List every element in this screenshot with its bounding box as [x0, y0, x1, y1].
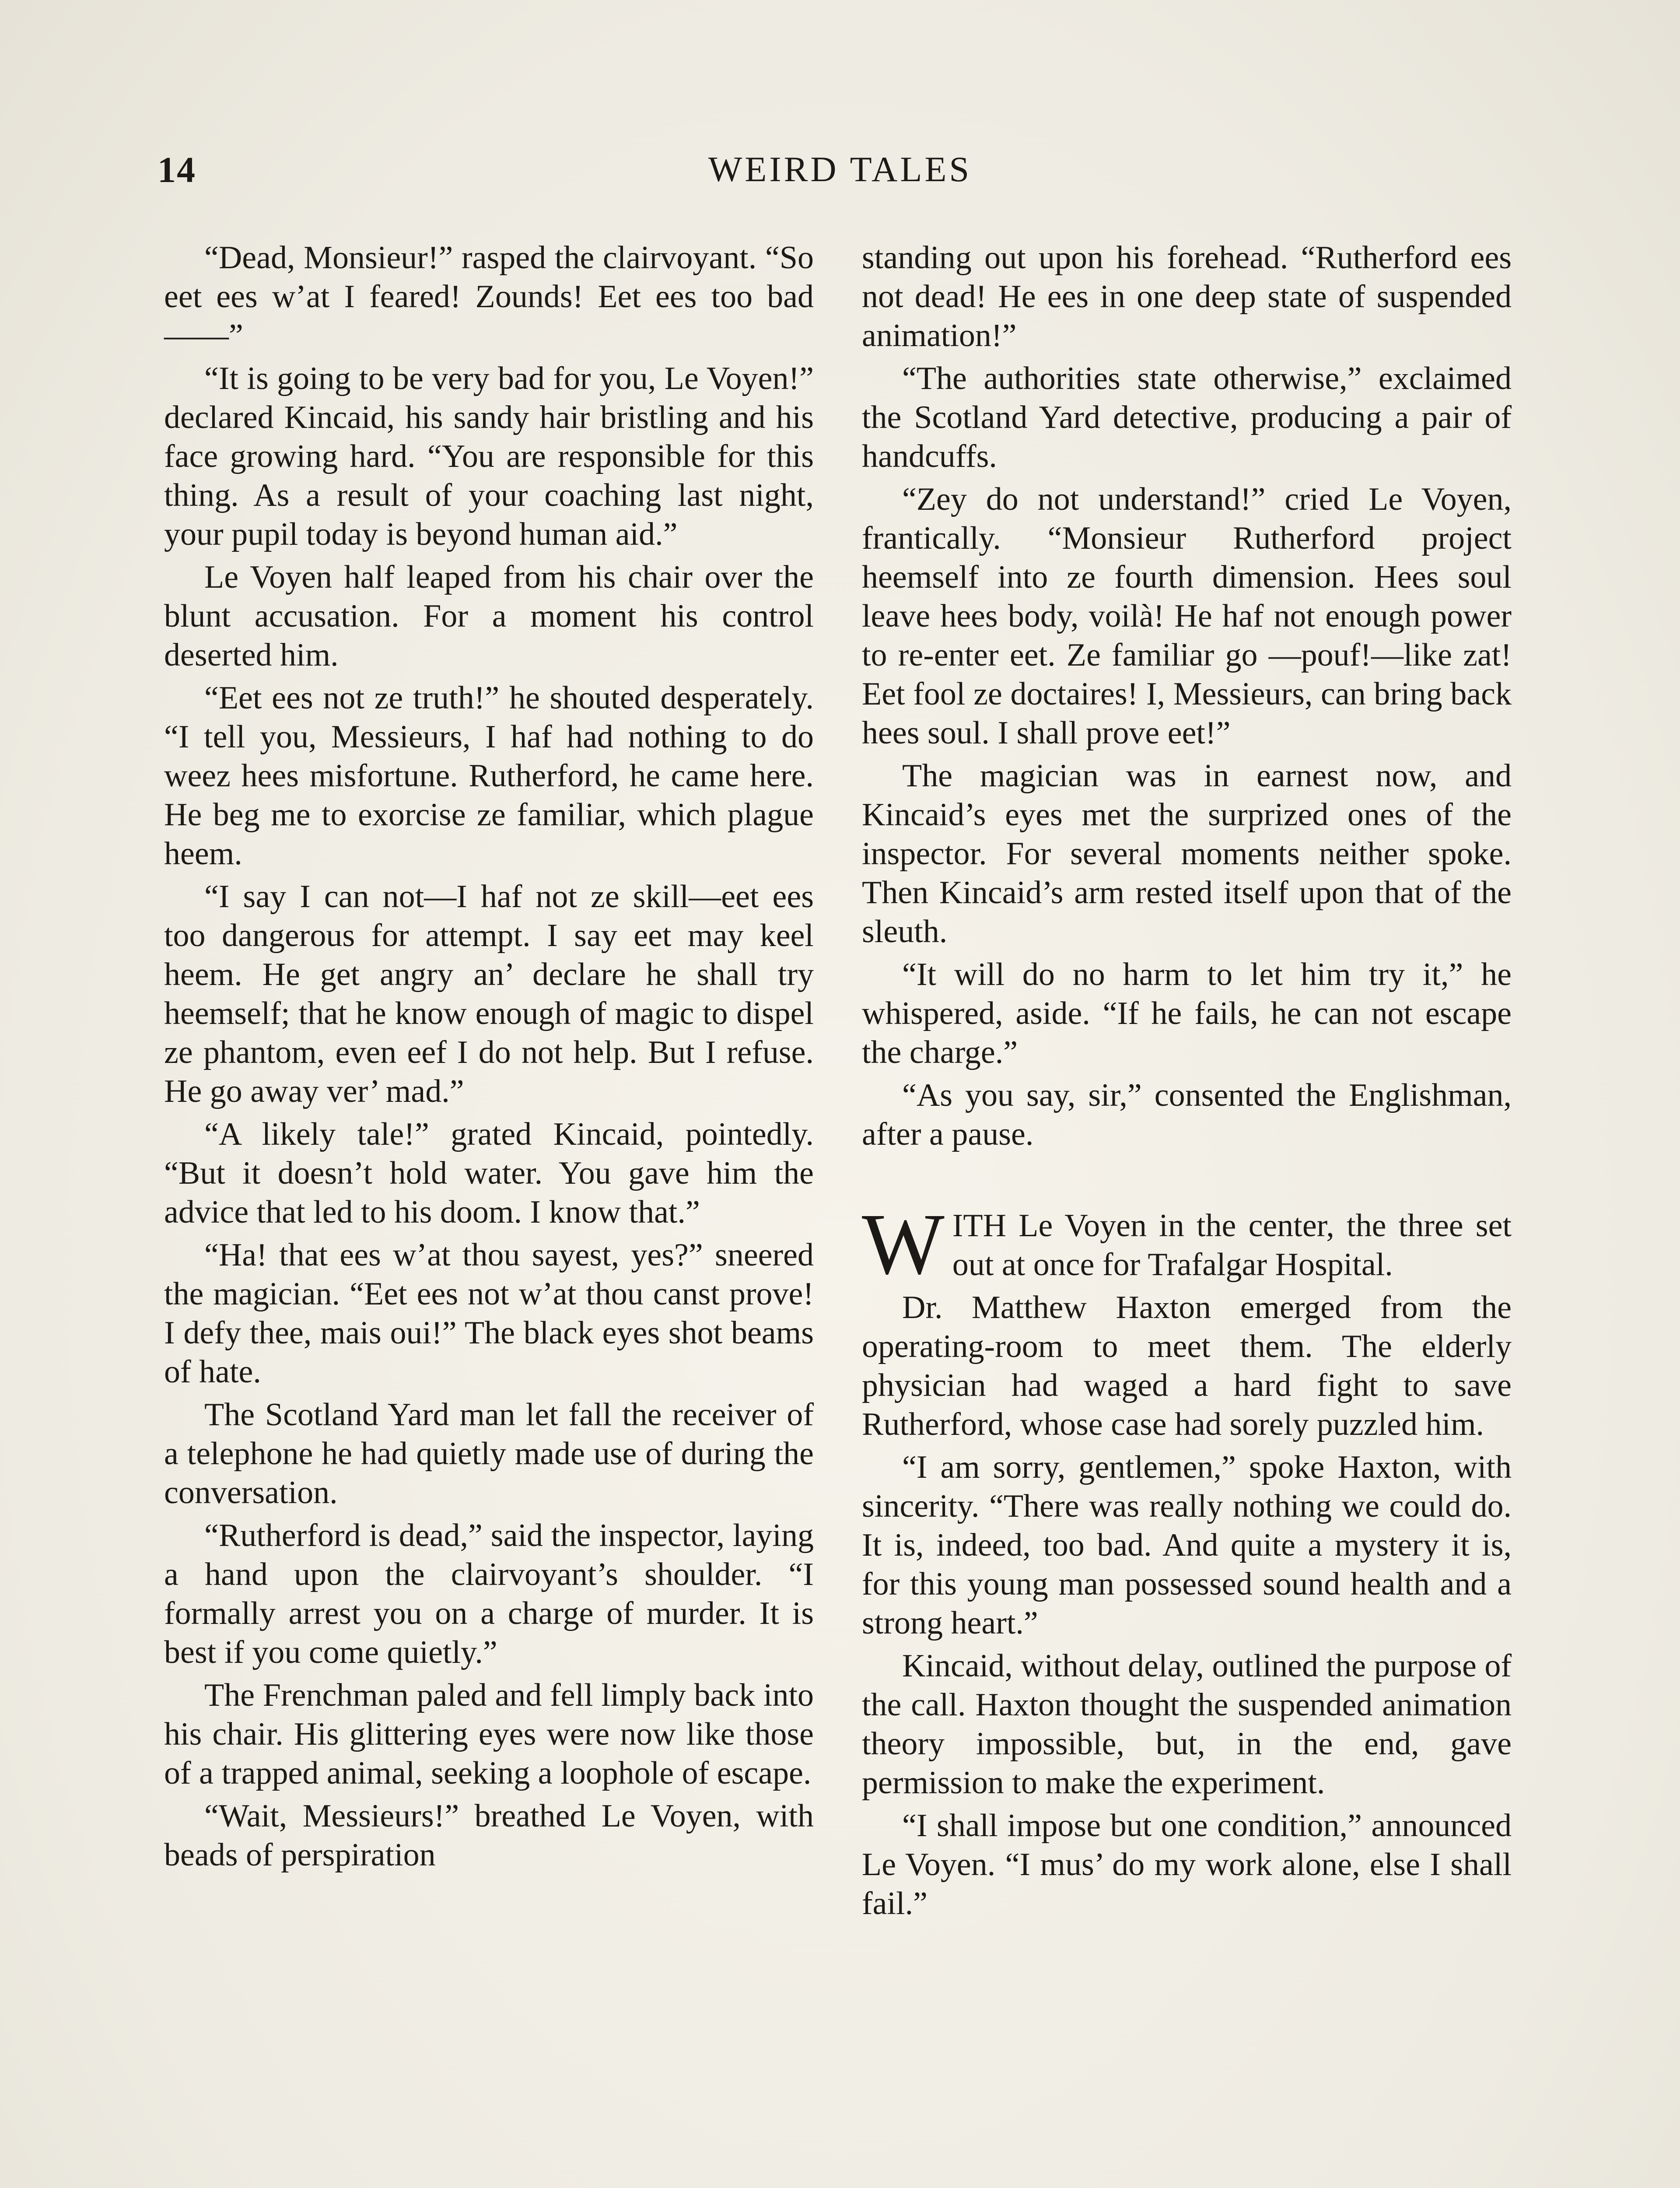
right-column: [862, 238, 1512, 1927]
paragraph: The Frenchman paled and fell limply back into his chair. His glittering eyes were now like those of a trapped animal, seeking a loophole of escape.: [164, 1677, 814, 1791]
drop-cap: W: [862, 1196, 945, 1293]
paragraph: Dr. Matthew Haxton emerged from the operating-room to meet them. The elderly physician had waged a hard fight to save Rutherford, whose case had sorely puzzled him.: [862, 1290, 1512, 1442]
paragraph: “It will do no harm to let him try it,” he whispered, aside. “If he fails, he can not escape the charge.”: [862, 957, 1512, 1070]
paragraph-continued: standing out upon his forehead. “Rutherford ees not dead! He ees in one deep state of suspended animation!”: [862, 240, 1512, 354]
paragraph: Kincaid, without delay, outlined the purpose of the call. Haxton thought the suspended animation theory impossible, but, in the end, gave permission to make the experiment.: [862, 1648, 1512, 1801]
paragraph: “Eet ees not ze truth!” he shouted desperately. “I tell you, Messieurs, I haf had nothing to do weez hees misfortune. Rutherford, he came here. He beg me to exorcise ze familiar, which plague heem.: [164, 680, 814, 872]
paragraph: “Rutherford is dead,” said the inspector, laying a hand upon the clairvoyant’s shoulder. “I formally arrest you on a charge of murder. It is best if you come quietly.”: [164, 1518, 814, 1670]
paragraph: “Zey do not understand!” cried Le Voyen, frantically. “Monsieur Rutherford project heemself into ze fourth dimension. Hees soul leave hees body, voilà! He haf not enough power to re-enter eet. Ze familiar go —pouf!—like zat! Eet fool ze doctaires! I, Messieurs, can bring back hees soul. I shall prove eet!”: [862, 481, 1512, 751]
paragraph: “Wait, Messieurs!” breathed Le Voyen, with beads of perspiration: [164, 1798, 814, 1873]
running-title: WEIRD TALES: [708, 149, 972, 189]
page-number: 14: [158, 150, 196, 190]
page-header: [158, 149, 1522, 206]
section-opening-text: Le Voyen in the center, the three set out at once for Trafalgar Hospital.: [952, 1208, 1512, 1283]
paragraph: “As you say, sir,” consented the Englishman, after a pause.: [862, 1077, 1512, 1152]
paragraph: “I shall impose but one condition,” announced Le Voyen. “I mus’ do my work alone, else I shall fail.”: [862, 1808, 1512, 1922]
paragraph: “It is going to be very bad for you, Le Voyen!” declared Kincaid, his sandy hair bristling and his face growing hard. “You are responsible for this thing. As a result of your coaching last night, your pupil today is beyond human aid.”: [164, 361, 814, 552]
paragraph: “I am sorry, gentlemen,” spoke Haxton, with sincerity. “There was really nothing we could do. It is, indeed, too bad. And quite a mystery it is, for this young man possessed sound health and a strong heart.”: [862, 1449, 1512, 1641]
section-opening: [862, 1196, 1512, 1293]
paragraph: “Ha! that ees w’at thou sayest, yes?” sneered the magician. “Eet ees not w’at thou canst prove! I defy thee, mais oui!” The black eyes shot beams of hate.: [164, 1237, 814, 1390]
paragraph: “Dead, Monsieur!” rasped the clairvoyant. “So eet ees w’at I feared! Zounds! Eet ees too bad——”: [164, 240, 814, 354]
paragraph: The Scotland Yard man let fall the receiver of a telephone he had quietly made use of during the conversation.: [164, 1397, 814, 1511]
small-caps-lead: ITH: [952, 1208, 1007, 1244]
paragraph: “The authorities state otherwise,” exclaimed the Scotland Yard detective, producing a pair of handcuffs.: [862, 361, 1512, 474]
paragraph: Le Voyen half leaped from his chair over the blunt accusation. For a moment his control deserted him.: [164, 559, 814, 673]
paragraph: “I say I can not—I haf not ze skill—eet ees too dangerous for attempt. I say eet may keel heem. He get angry an’ declare he shall try heemself; that he know enough of magic to dispel ze phantom, even eef I do not help. But I refuse. He go away ver’ mad.”: [164, 879, 814, 1109]
paragraph: The magician was in earnest now, and Kincaid’s eyes met the surprized ones of the inspector. For several moments neither spoke. Then Kincaid’s arm rested itself upon that of the sleuth.: [862, 758, 1512, 950]
paragraph: “A likely tale!” grated Kincaid, pointedly. “But it doesn’t hold water. You gave him the advice that led to his doom. I know that.”: [164, 1116, 814, 1230]
left-column: [164, 238, 814, 1879]
